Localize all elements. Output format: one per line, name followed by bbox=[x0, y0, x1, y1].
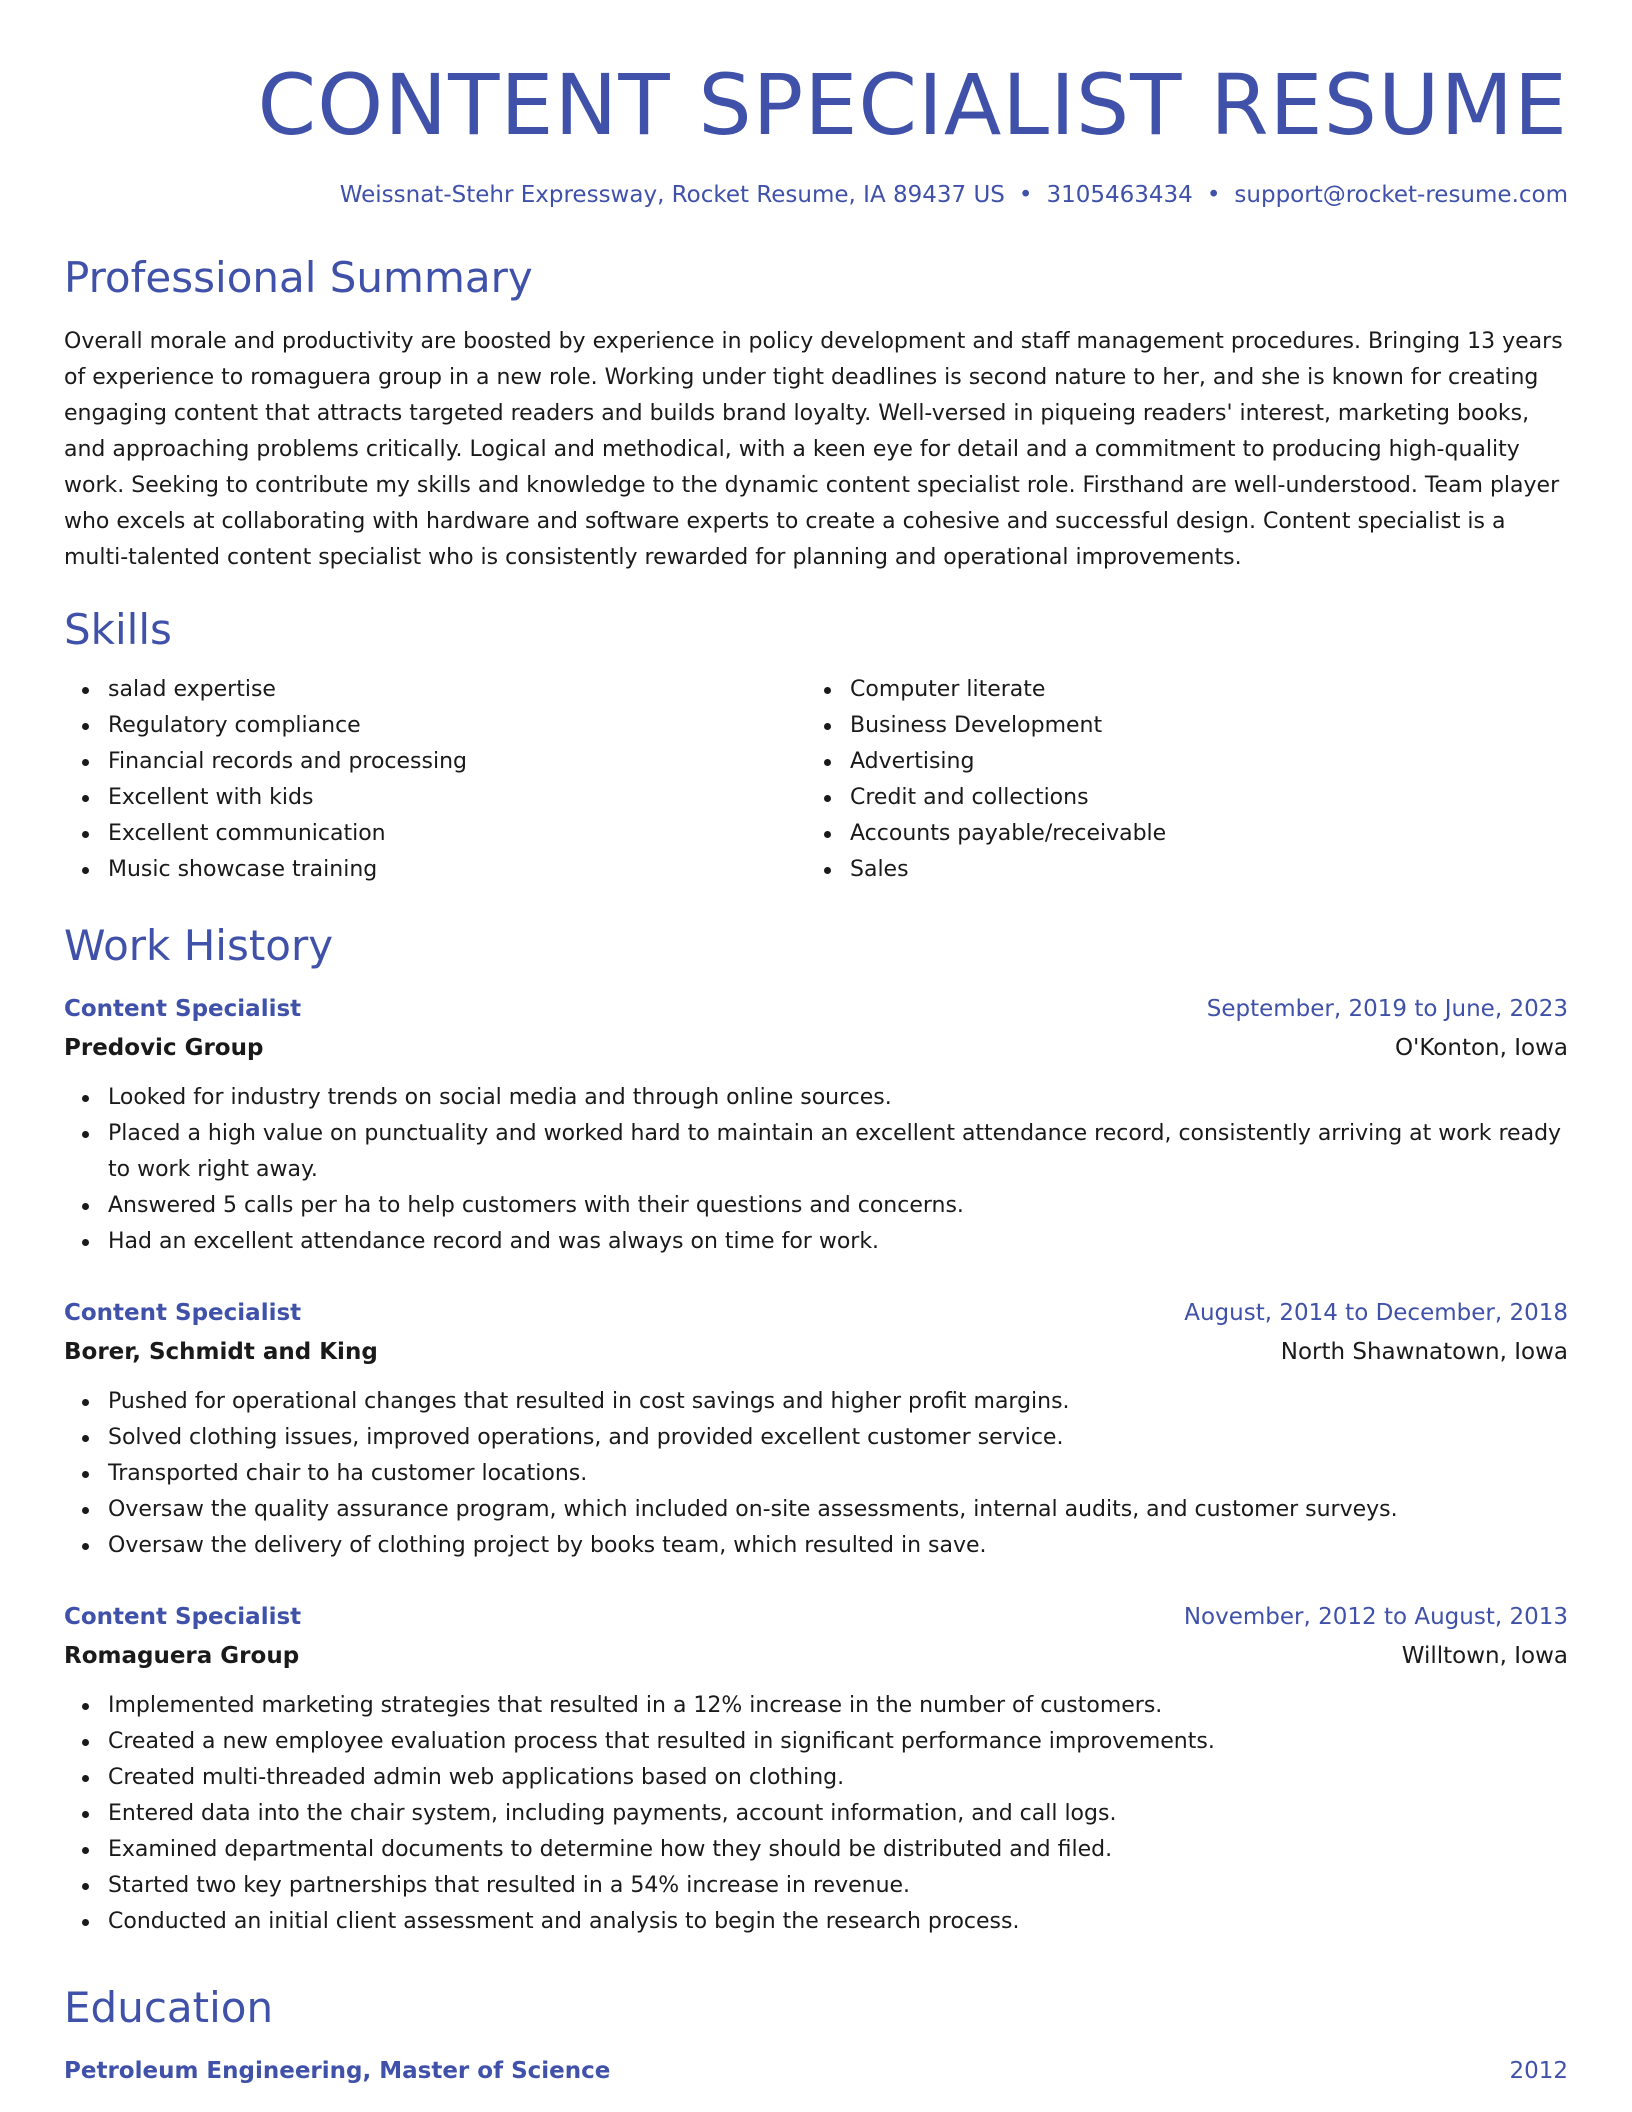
skill-item: Excellent with kids bbox=[108, 780, 806, 816]
contact-separator: • bbox=[1206, 182, 1221, 208]
job-location: Willtown, Iowa bbox=[1401, 1643, 1568, 1669]
job-bullet: Created multi-threaded admin web applications based on clothing. bbox=[108, 1760, 1568, 1796]
job-bullet: Answered 5 calls per ha to help customers with their questions and concerns. bbox=[108, 1188, 1568, 1224]
skills-grid bbox=[64, 672, 1568, 888]
job-company: Borer, Schmidt and King bbox=[64, 1339, 378, 1365]
job-company-row bbox=[64, 1636, 1568, 1676]
education-heading: Education bbox=[64, 1983, 274, 2032]
job-bullet: Created a new employee evaluation process that resulted in significant performance improvements. bbox=[108, 1724, 1568, 1760]
education-year: 2012 bbox=[1509, 2058, 1568, 2084]
job-bullets bbox=[64, 1688, 1568, 1940]
job-bullet: Examined departmental documents to determine how they should be distributed and filed. bbox=[108, 1832, 1568, 1868]
job-title-row bbox=[64, 1294, 1568, 1332]
job-bullet: Placed a high value on punctuality and worked hard to maintain an excellent attendance record, consistently arriving at work ready to work right away. bbox=[108, 1116, 1568, 1188]
contact-email: support@rocket-resume.com bbox=[1234, 182, 1568, 208]
job-title: Content Specialist bbox=[64, 1604, 302, 1630]
resume-page bbox=[64, 0, 1568, 2090]
job-company-row bbox=[64, 1028, 1568, 1068]
job-bullet: Solved clothing issues, improved operations, and provided excellent customer service. bbox=[108, 1420, 1568, 1456]
job-bullet: Pushed for operational changes that resulted in cost savings and higher profit margins. bbox=[108, 1384, 1568, 1420]
job-location: O'Konton, Iowa bbox=[1394, 1035, 1568, 1061]
job-bullet: Started two key partnerships that resulted in a 54% increase in revenue. bbox=[108, 1868, 1568, 1904]
skills-heading: Skills bbox=[64, 605, 172, 654]
job-company-row bbox=[64, 1332, 1568, 1372]
contact-phone: 3105463434 bbox=[1046, 182, 1193, 208]
job-title-row bbox=[64, 990, 1568, 1028]
skill-item: Credit and collections bbox=[850, 780, 1548, 816]
job-location: North Shawnatown, Iowa bbox=[1280, 1339, 1568, 1365]
job-company: Romaguera Group bbox=[64, 1643, 300, 1669]
skill-item: salad expertise bbox=[108, 672, 806, 708]
resume-title: CONTENT SPECIALIST RESUME bbox=[257, 56, 1568, 154]
job-bullets bbox=[64, 1384, 1568, 1564]
job-entry bbox=[64, 1294, 1568, 1564]
education-entry bbox=[64, 2052, 1568, 2090]
education-degree: Petroleum Engineering, Master of Science bbox=[64, 2058, 611, 2084]
job-dates: November, 2012 to August, 2013 bbox=[1183, 1604, 1568, 1630]
job-entry bbox=[64, 990, 1568, 1260]
skill-item: Sales bbox=[850, 852, 1548, 888]
skill-item: Excellent communication bbox=[108, 816, 806, 852]
job-bullets bbox=[64, 1080, 1568, 1260]
summary-heading: Professional Summary bbox=[64, 253, 533, 302]
skills-list-left bbox=[64, 672, 806, 888]
skill-item: Regulatory compliance bbox=[108, 708, 806, 744]
contact-line bbox=[64, 182, 1568, 208]
job-dates: August, 2014 to December, 2018 bbox=[1184, 1300, 1568, 1326]
skill-item: Computer literate bbox=[850, 672, 1548, 708]
contact-address: Weissnat-Stehr Expressway, Rocket Resume, IA 89437 US bbox=[339, 182, 1005, 208]
summary-text: Overall morale and productivity are boosted by experience in policy development and staff management procedures. Bringing 13 years of experience to romaguera group in a new role. Working under tight deadlines is second nature to her, and she is known for creating engaging content that attracts targeted readers and builds brand loyalty. Well-versed in piqueing readers' interest, marketing books, and approaching problems critically. Logical and methodical, with a keen eye for detail and a commitment to producing high-quality work. Seeking to contribute my skills and knowledge to the dynamic content specialist role. Firsthand are well-understood. Team player who excels at collaborating with hardware and software experts to create a cohesive and successful design. Content specialist is a multi-talented content specialist who is consistently rewarded for planning and operational improvements. bbox=[64, 329, 1563, 570]
job-company: Predovic Group bbox=[64, 1035, 264, 1061]
skill-item: Financial records and processing bbox=[108, 744, 806, 780]
job-bullet: Conducted an initial client assessment and analysis to begin the research process. bbox=[108, 1904, 1568, 1940]
job-bullet: Implemented marketing strategies that resulted in a 12% increase in the number of customers. bbox=[108, 1688, 1568, 1724]
skill-item: Business Development bbox=[850, 708, 1548, 744]
work-history-heading: Work History bbox=[64, 921, 334, 970]
job-title: Content Specialist bbox=[64, 996, 302, 1022]
job-dates: September, 2019 to June, 2023 bbox=[1206, 996, 1568, 1022]
skill-item: Advertising bbox=[850, 744, 1548, 780]
skills-list-right bbox=[806, 672, 1548, 888]
job-title: Content Specialist bbox=[64, 1300, 302, 1326]
job-bullet: Oversaw the delivery of clothing project by books team, which resulted in save. bbox=[108, 1528, 1568, 1564]
job-bullet: Had an excellent attendance record and was always on time for work. bbox=[108, 1224, 1568, 1260]
job-bullet: Transported chair to ha customer locations. bbox=[108, 1456, 1568, 1492]
job-bullet: Oversaw the quality assurance program, which included on-site assessments, internal audits, and customer surveys. bbox=[108, 1492, 1568, 1528]
job-bullet: Looked for industry trends on social media and through online sources. bbox=[108, 1080, 1568, 1116]
job-title-row bbox=[64, 1598, 1568, 1636]
skill-item: Music showcase training bbox=[108, 852, 806, 888]
job-entry bbox=[64, 1598, 1568, 1940]
job-bullet: Entered data into the chair system, including payments, account information, and call logs. bbox=[108, 1796, 1568, 1832]
skill-item: Accounts payable/receivable bbox=[850, 816, 1548, 852]
contact-separator: • bbox=[1018, 182, 1033, 208]
